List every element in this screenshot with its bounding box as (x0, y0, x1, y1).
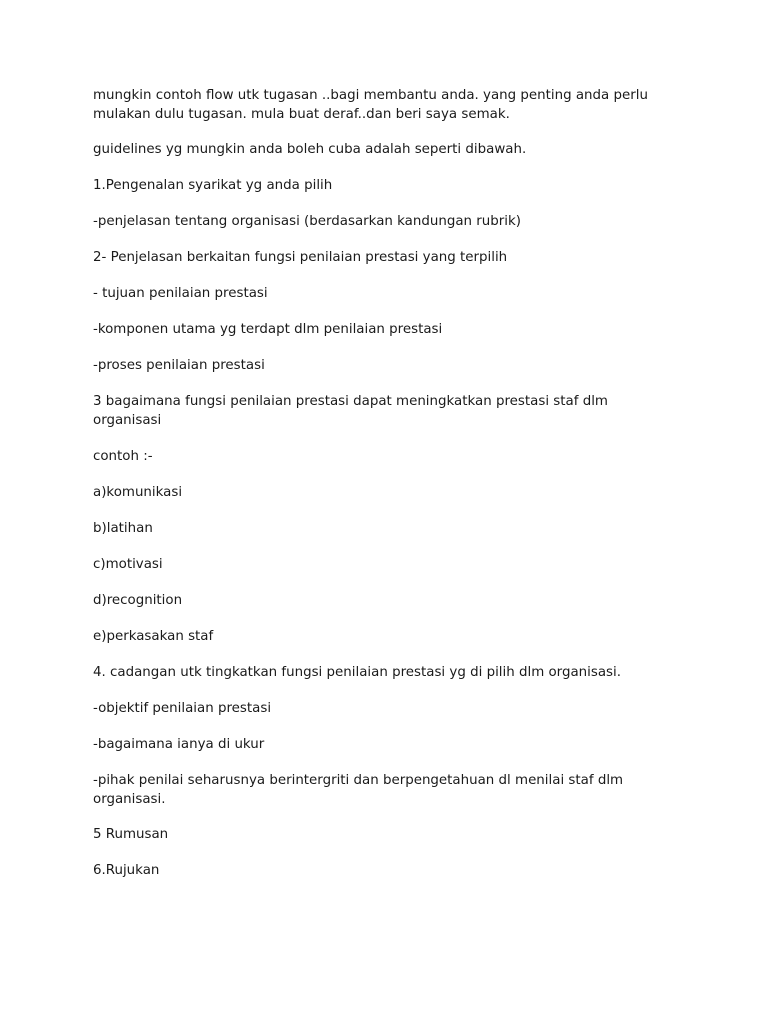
examples-label: contoh :- (93, 449, 153, 464)
section-1-heading: 1.Pengenalan syarikat yg anda pilih (93, 178, 333, 193)
section-5-heading: 5 Rumusan (93, 827, 169, 842)
document-page (93, 86, 653, 897)
example-item: e)perkasakan staf (93, 629, 214, 644)
section-6-heading: 6.Rujukan (93, 863, 160, 878)
section-2-item: -komponen utama yg terdapt dlm penilaian prestasi (93, 322, 443, 337)
intro-paragraph: mungkin contoh flow utk tugasan ..bagi membantu anda. yang penting anda perlu mulakan dulu tugasan. mula buat deraf..dan beri saya semak. (93, 88, 648, 122)
section-2-item: -proses penilaian prestasi (93, 358, 265, 373)
guidelines-intro: guidelines yg mungkin anda boleh cuba adalah seperti dibawah. (93, 142, 527, 157)
section-1-item: -penjelasan tentang organisasi (berdasarkan kandungan rubrik) (93, 214, 521, 229)
example-item: b)latihan (93, 521, 153, 536)
section-3-heading: 3 bagaimana fungsi penilaian prestasi dapat meningkatkan prestasi staf dlm organisasi (93, 394, 608, 428)
section-4-item: -pihak penilai seharusnya berintergriti dan berpengetahuan dl menilai staf dlm organisasi. (93, 773, 624, 807)
example-item: c)motivasi (93, 557, 163, 572)
section-2-heading: 2- Penjelasan berkaitan fungsi penilaian prestasi yang terpilih (93, 250, 508, 265)
section-4-item: -bagaimana ianya di ukur (93, 737, 265, 752)
example-item: d)recognition (93, 593, 183, 608)
section-2-item: - tujuan penilaian prestasi (93, 286, 268, 301)
example-item: a)komunikasi (93, 485, 183, 500)
section-4-heading: 4. cadangan utk tingkatkan fungsi penilaian prestasi yg di pilih dlm organisasi. (93, 665, 622, 680)
section-4-item: -objektif penilaian prestasi (93, 701, 272, 716)
